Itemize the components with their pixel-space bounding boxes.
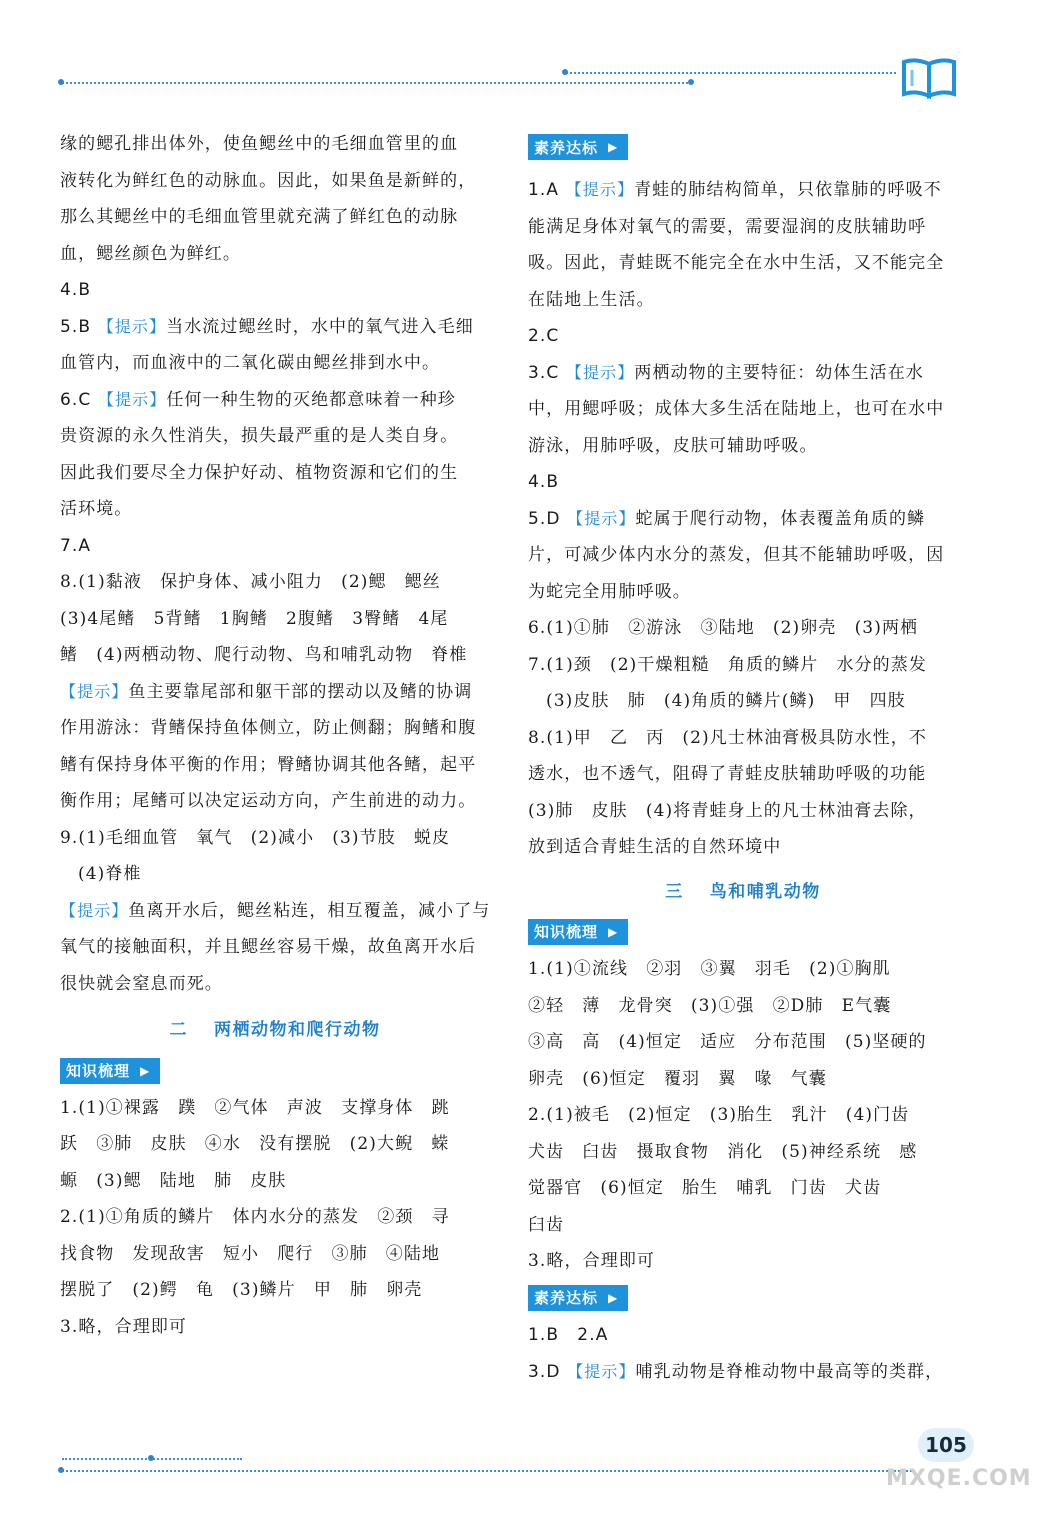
answer-6-text: 任何一种生物的灭绝都意味着一种珍 [166,389,456,410]
answer-r1-text: 青蛙的肺结构简单，只依靠肺的呼吸不 [634,180,942,200]
answer-r4: 4.B [528,472,560,492]
text-line: 1.(1)①裸露 蹼 ②气体 声波 支撑身体 跳 [60,1097,450,1118]
answer-r1 [528,172,958,209]
text-line: 透水，也不透气，阻碍了青蛙皮肤辅助呼吸的功能 [528,764,927,784]
footer-dotted-line-2 [62,1470,912,1472]
text-line: 那么其鳃丝中的毛细血管里就充满了鲜红色的动脉 [60,207,459,227]
answer-9-line: 9.(1)毛细血管 氧气 (2)减小 (3)节肢 蜕皮 [60,827,451,848]
header-dotted-line [62,82,692,84]
answer-r5-num: 5.D [528,508,561,529]
literacy-badge [528,134,628,160]
text-line: (3)皮肤 肺 (4)角质的鳞片(鳞) 甲 四肢 [546,691,906,711]
text-line: 很快就会窒息而死。 [60,973,223,994]
badge-label: 素养达标 [534,138,599,157]
text-line: 卵壳 (6)恒定 覆羽 翼 喙 气囊 [528,1068,827,1089]
text-line: ②轻 薄 龙骨突 (3)①强 ②D肺 E气囊 [528,995,892,1016]
text-line: 螈 (3)鳃 陆地 肺 皮肤 [60,1170,287,1191]
answer-5 [60,309,490,346]
answer-8-hint-text: 鱼主要靠尾部和躯干部的摆动以及鳍的协调 [128,681,473,702]
text-line: 6.(1)①肺 ②游泳 ③陆地 (2)卵壳 (3)两栖 [528,618,919,638]
text-line: 活环境。 [60,499,133,519]
text-line: 贵资源的永久性消失，损失最严重的是人类自身。 [60,426,459,446]
section-2-heading: 两栖动物和爬行动物 [214,1020,381,1040]
text-line: 缘的鳃孔排出体外，使鱼鳃丝中的毛细血管里的血 [60,134,459,154]
text-line: 因此我们要尽全力保护好动、植物资源和它们的生 [60,462,459,483]
text-line: 摆脱了 (2)鳄 龟 (3)鳞片 甲 肺 卵壳 [60,1280,423,1301]
text-line: 8.(1)甲 乙 丙 (2)凡士林油膏极具防水性，不 [528,727,927,748]
answer-r3-text: 两栖动物的主要特征：幼体生活在水 [634,362,924,383]
text-line: 觉器官 (6)恒定 胎生 哺乳 门齿 犬齿 [528,1178,882,1199]
answer-9-line: (4)脊椎 [78,864,142,884]
text-line: 2.(1)被毛 (2)恒定 (3)胎生 乳汁 (4)门齿 [528,1105,910,1126]
answer-8-line: 鳍 (4)两栖动物、爬行动物、鸟和哺乳动物 脊椎 [60,645,468,665]
text-line: 2.(1)①角质的鳞片 体内水分的蒸发 ②颈 寻 [60,1207,450,1228]
text-line: 鳍有保持身体平衡的作用；臀鳍协调其他各鳍，起平 [60,754,477,775]
text-line: 吸。因此，青蛙既不能完全在水中生活，又不能完全 [528,253,945,273]
text-line: 在陆地上生活。 [528,289,655,310]
text-line: 跃 ③肺 皮肤 ④水 没有摆脱 (2)大鲵 蝾 [60,1134,450,1155]
hint-tag: 【提示】 [97,316,167,336]
answer-4: 4.B [60,280,92,300]
header-dot-right [688,79,694,85]
text-line: 为蛇完全用肺呼吸。 [528,581,691,602]
text-line: 中，用鳃呼吸；成体大多生活在陆地上，也可在水中 [528,399,945,419]
answer-7: 7.A [60,535,92,556]
answer-6-num: 6.C [60,389,92,410]
text-line: 3.略，合理即可 [60,1316,188,1337]
answer-6 [60,382,490,419]
text-line: 1.(1)①流线 ②羽 ③翼 羽毛 (2)①胸肌 [528,959,891,980]
right-column [528,172,958,1390]
book-icon [900,56,958,100]
answer-8-hint [60,674,490,711]
left-column [60,126,490,1345]
badge-label: 知识梳理 [534,923,599,941]
answer-r3d [528,1354,958,1391]
footer-dot-left [58,1467,64,1473]
section-2-number: 二 [169,1020,188,1040]
answer-r5-text: 蛇属于爬行动物，体表覆盖角质的鳞 [635,508,926,529]
header-dot-mid [562,69,568,75]
hint-tag: 【提示】 [567,1361,636,1381]
text-line: 找食物 发现敌害 短小 爬行 ③肺 ④陆地 [60,1243,441,1264]
answer-r1-num: 1.A [528,180,560,200]
play-arrow-icon: ▶ [608,1290,619,1305]
section-3-title [528,874,958,911]
answer-5-num: 5.B [60,316,92,337]
play-arrow-icon: ▶ [608,140,619,154]
text-line: (3)肺 皮肤 (4)将青蛙身上的凡士林油膏去除， [528,800,927,821]
header-dotted-line-2 [566,72,896,74]
text-line: 3.略，合理即可 [528,1251,656,1272]
text-line: 衡作用；尾鳍可以决定运动方向，产生前进的动力。 [60,791,477,811]
text-line: ③高 高 (4)恒定 适应 分布范围 (5)坚硬的 [528,1032,927,1053]
knowledge-badge [60,1058,160,1084]
answer-r3d-num: 3.D [528,1361,561,1382]
footer-dot [148,1455,154,1461]
answer-8-line: (3)4尾鳍 5背鳍 1胸鳍 2腹鳍 3臀鳍 4尾 [60,608,449,629]
text-line: 血，鳃丝颜色为鲜红。 [60,243,241,264]
badge-label: 知识梳理 [66,1061,131,1080]
section-3-heading: 鸟和哺乳动物 [709,881,821,902]
answer-line: 1.B 2.A [528,1325,609,1345]
text-line: 放到适合青蛙生活的自然环境中 [528,837,782,857]
knowledge-badge [528,919,628,945]
badge-label: 素养达标 [534,1288,599,1307]
answer-9-hint-text: 鱼离开水后，鳃丝粘连，相互覆盖，减小了与 [128,900,491,921]
text-line: 游泳，用肺呼吸，皮肤可辅助呼吸。 [528,435,818,456]
hint-tag: 【提示】 [565,362,635,382]
text-line: 片，可减少体内水分的蒸发，但其不能辅助呼吸，因 [528,545,945,565]
play-arrow-icon: ▶ [608,925,619,939]
text-line: 能满足身体对氧气的需要，需要湿润的皮肤辅助呼 [528,216,927,237]
hint-tag: 【提示】 [97,389,167,409]
text-line: 7.(1)颈 (2)干燥粗糙 角质的鳞片 水分的蒸发 [528,654,927,675]
section-2-title [60,1012,490,1049]
hint-tag: 【提示】 [60,900,129,920]
text-line: 犬齿 臼齿 摄取食物 消化 (5)神经系统 感 [528,1141,918,1162]
answer-8-line: 8.(1)黏液 保护身体、减小阻力 (2)鳃 鳃丝 [60,572,441,592]
header-dot-left [58,79,64,85]
answer-5-text: 当水流过鳃丝时，水中的氧气进入毛细 [166,316,474,337]
play-arrow-icon: ▶ [140,1063,151,1078]
answer-r5 [528,501,958,538]
text-line: 臼齿 [528,1214,565,1235]
section-3-number: 三 [665,881,684,902]
answer-9-hint [60,893,490,930]
answer-r3 [528,355,958,392]
page-number: 105 [918,1428,974,1462]
text-line: 氧气的接触面积，并且鳃丝容易干燥，故鱼离开水后 [60,937,477,957]
text-line: 作用游泳：背鳍保持鱼体侧立，防止侧翻；胸鳍和腹 [60,718,477,738]
hint-tag: 【提示】 [60,681,129,701]
text-line: 血管内，而血液中的二氧化碳由鳃丝排到水中。 [60,353,441,373]
hint-tag: 【提示】 [567,508,636,528]
answer-r3d-text: 哺乳动物是脊椎动物中最高等的类群， [635,1361,944,1382]
literacy-badge [528,1285,628,1311]
watermark: MXQE.COM [886,1466,1032,1491]
answer-r2: 2.C [528,326,560,346]
hint-tag: 【提示】 [565,180,635,199]
text-line: 液转化为鲜红色的动脉血。因此，如果鱼是新鲜的， [60,170,477,191]
answer-r3-num: 3.C [528,362,560,383]
